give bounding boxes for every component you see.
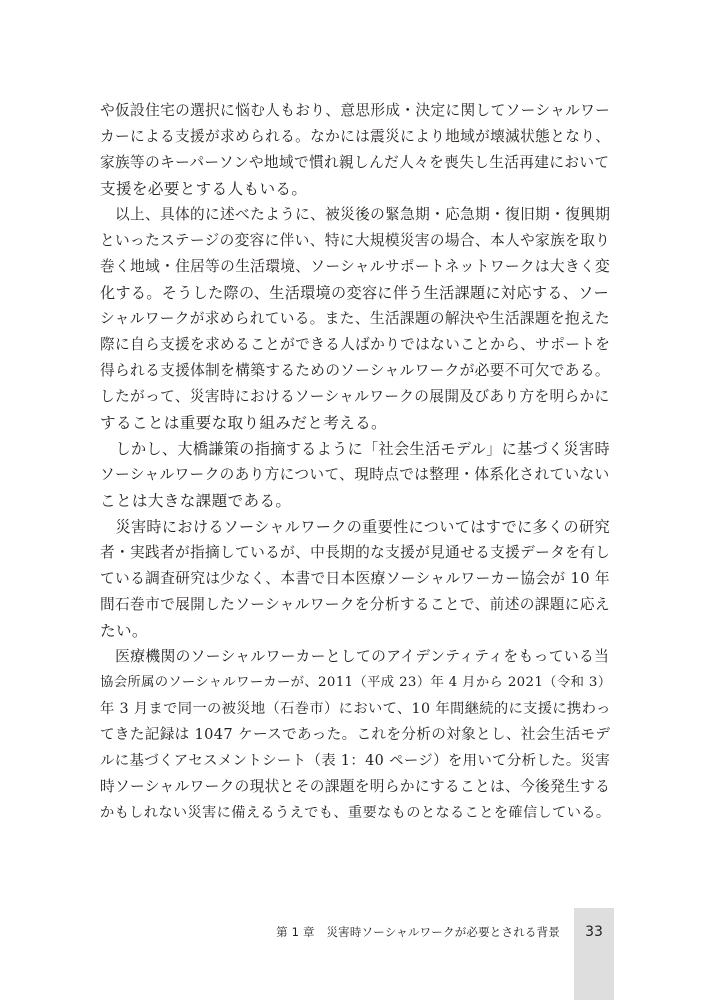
text-line: 者・実践者が指摘しているが、中長期的な支援が見通せる支援データを有し [100, 544, 611, 561]
text-line: することは重要な取り組みだと考える。 [100, 414, 387, 432]
running-footer-chapter-title: 第 1 章 災害時ソーシャルワークが必要とされる背景 [276, 925, 560, 939]
text-line: ルに基づくアセスメントシート（表 1：40 ページ）を用いて分析した。災害 [100, 753, 611, 769]
text-line: 以上、具体的に述べたように、被災後の緊急期・応急期・復旧期・復興期 [100, 206, 611, 223]
text-line: しかし、大橋謙策の指摘するように「社会生活モデル」に基づく災害時 [100, 440, 610, 458]
text-line: たい。 [100, 622, 148, 640]
body-text [100, 98, 612, 826]
text-line: や仮設住宅の選択に悩む人もおり、意思形成・決定に関してソーシャルワー [100, 102, 611, 119]
text-line: 医療機関のソーシャルワーカーとしてのアイデンティティをもっている当 [100, 648, 610, 665]
text-line: したがって、災害時におけるソーシャルワークの展開及びあり方を明らかに [100, 388, 610, 405]
text-line: シャルワークが求められている。また、生活課題の解決や生活課題を抱えた [100, 310, 610, 327]
text-line: 年 3 月まで同一の被災地（石巻市）において、10 年間継続的に支援に携わっ [100, 701, 611, 717]
text-line: 支援を必要とする人もいる。 [100, 180, 308, 198]
text-line: 災害時におけるソーシャルワークの重要性についてはすでに多くの研究 [100, 518, 610, 536]
text-line: 得られる支援体制を構築するためのソーシャルワークが必要不可欠である。 [100, 362, 610, 379]
text-line: 化する。そうした際の、生活環境の変容に伴う生活課題に対応する、ソー [100, 284, 610, 302]
text-line: ソーシャルワークのあり方について、現時点では整理・体系化されていない [100, 466, 610, 483]
text-line: といったステージの変容に伴い、特に大規模災害の場合、本人や家族を取り [100, 232, 611, 249]
text-line: てきた記録は 1047 ケースであった。これを分析の対象とし、社会生活モデ [100, 726, 611, 743]
text-line: カーによる支援が求められる。なかには震災により地域が壊滅状態となり、 [100, 128, 611, 145]
text-line: 協会所属のソーシャルワーカーが、2011（平成 23）年 4 月から 2021（令和 3） [100, 675, 612, 690]
text-line: 時ソーシャルワークの現状とその課題を明らかにすることは、今後発生する [100, 778, 611, 795]
text-line: ている調査研究は少なく、本書で日本医療ソーシャルワーカー協会が 10 年 [100, 570, 610, 587]
text-line: 際に自ら支援を求めることができる人ばかりではないことから、サポートを [100, 336, 611, 353]
text-line: 間石巻市で展開したソーシャルワークを分析することで、前述の課題に応え [100, 596, 610, 613]
page-number: 33 [585, 924, 603, 940]
text-line: ことは大きな課題である。 [100, 492, 292, 510]
text-line: かもしれない災害に備えるうえでも、重要なものとなることを確信している。 [100, 805, 611, 821]
text-line: 巻く地域・住居等の生活環境、ソーシャルサポートネットワークは大きく変 [100, 258, 611, 275]
text-line: 家族等のキーパーソンや地域で慣れ親しんだ人々を喪失し生活再建において [100, 154, 610, 171]
page-number-tab [574, 908, 614, 1000]
